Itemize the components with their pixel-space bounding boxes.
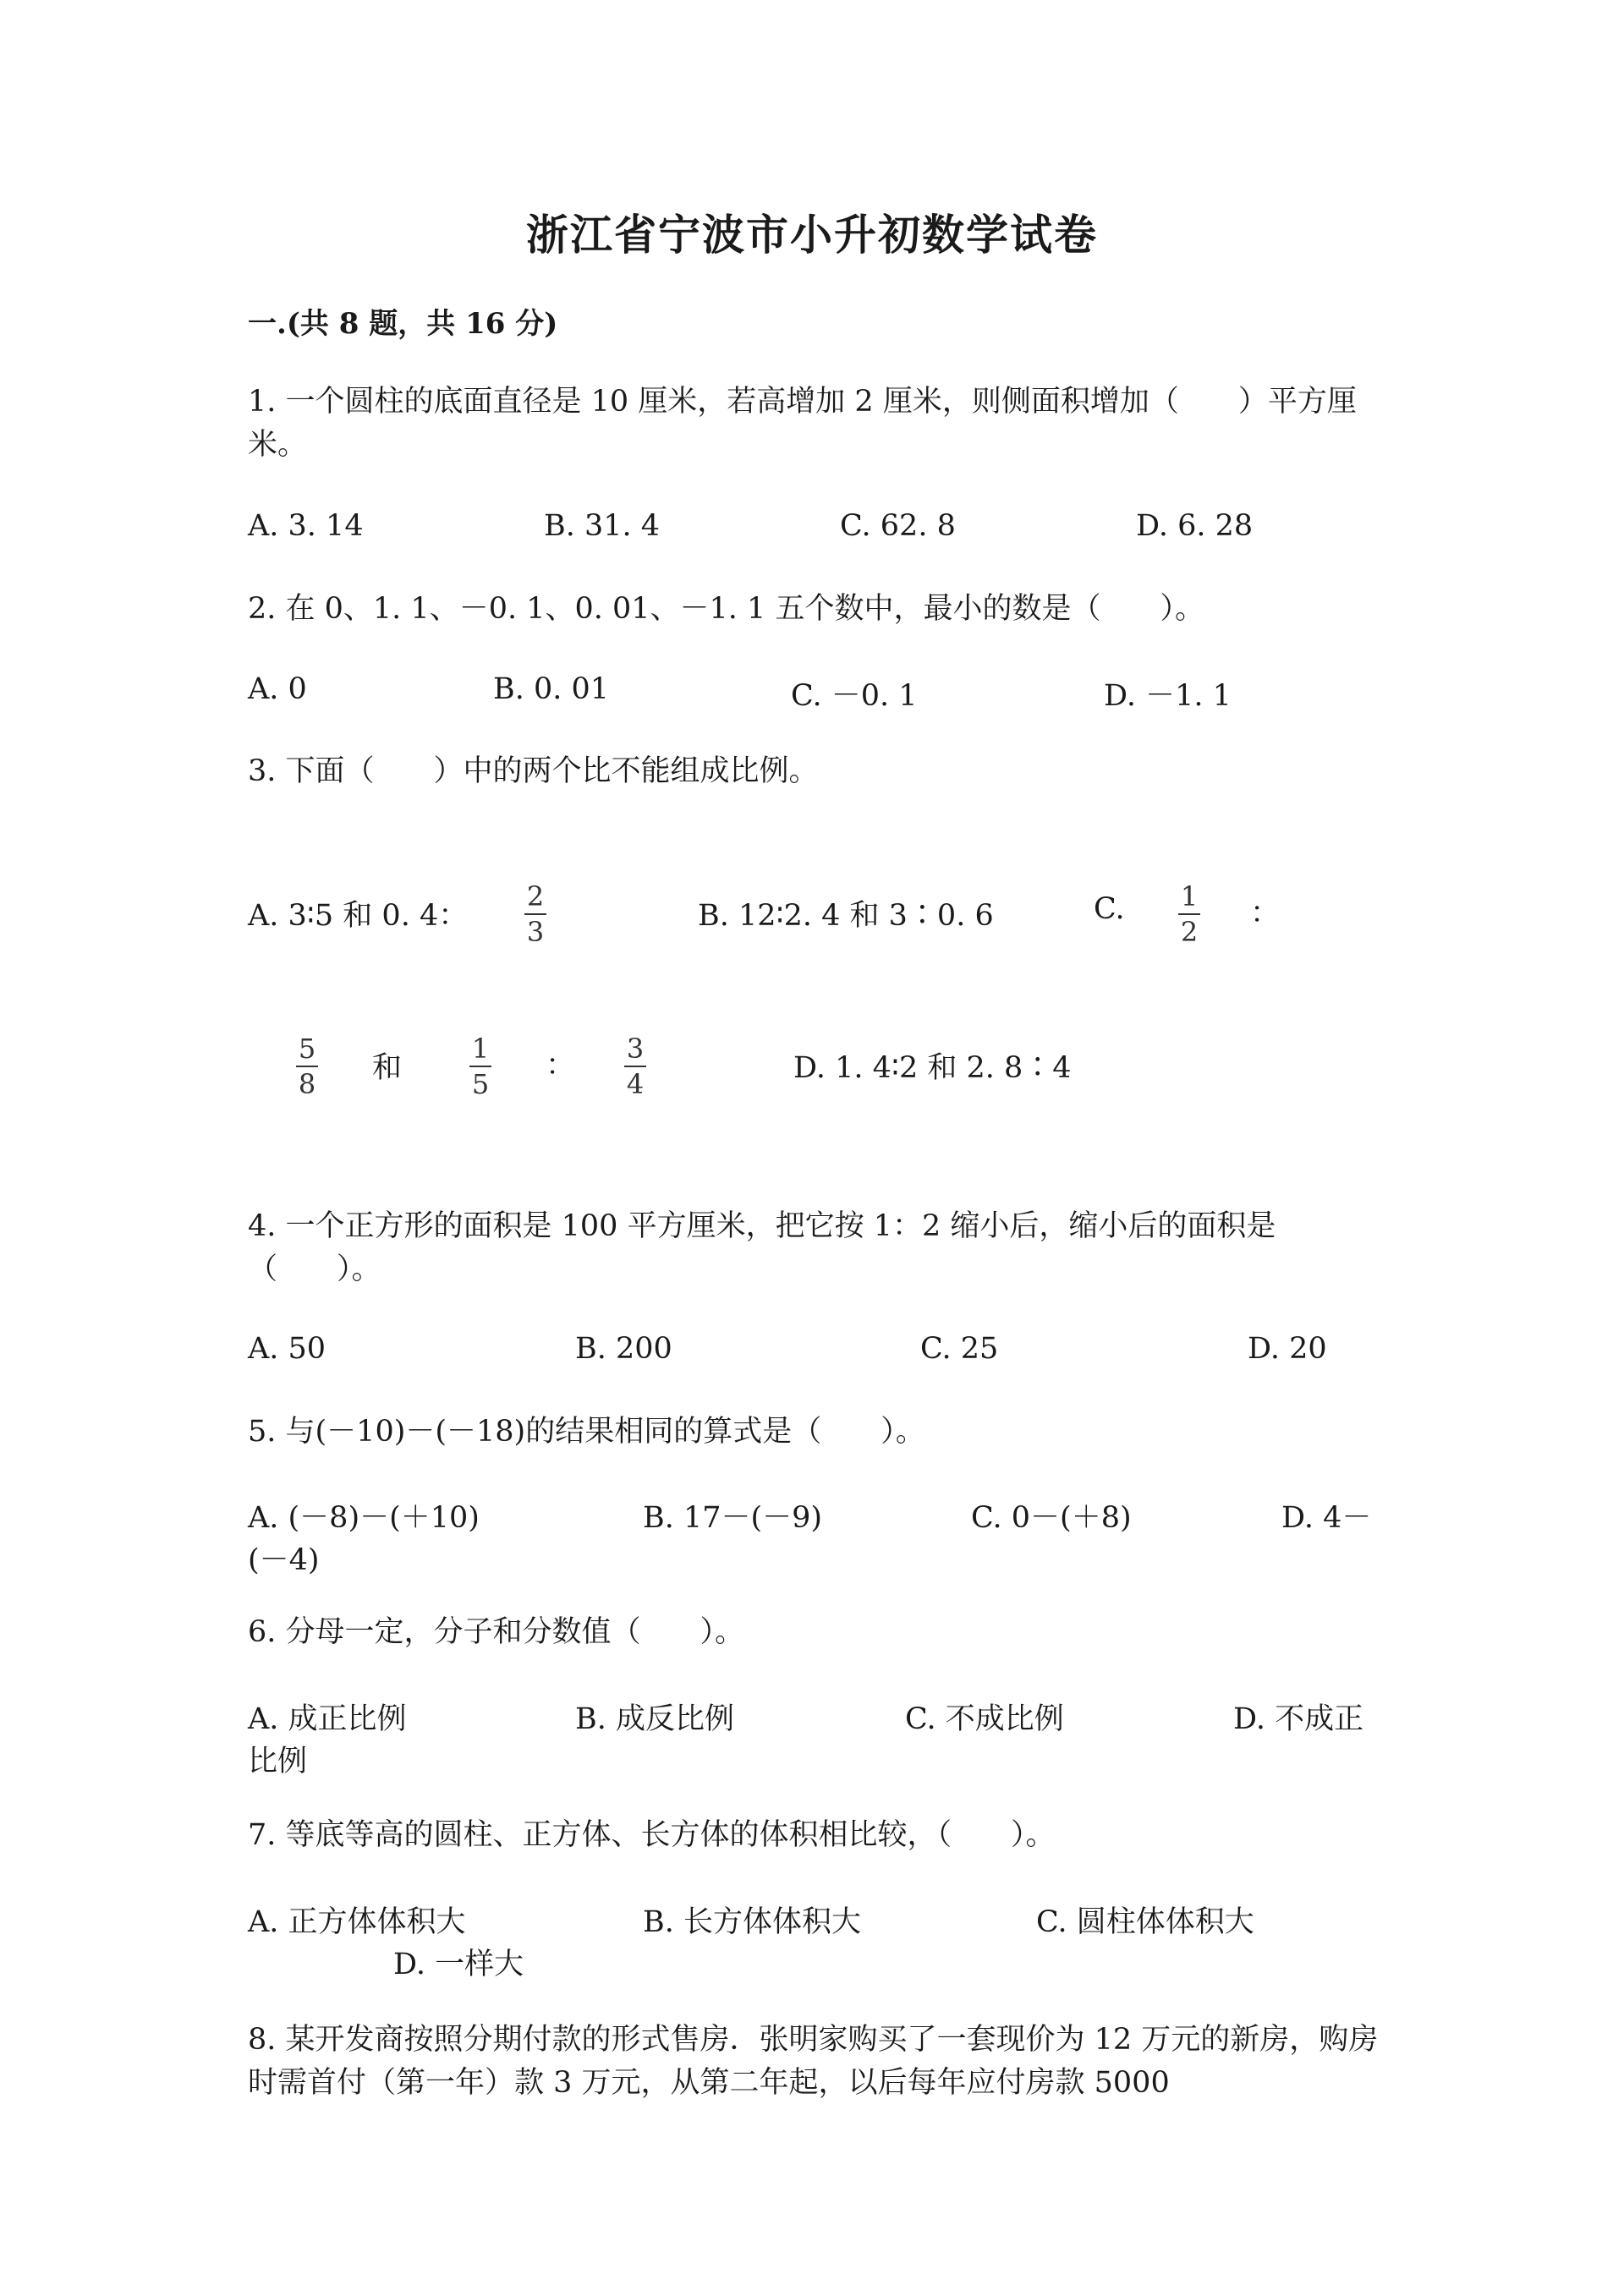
q7-option-c: C. 圆柱体体积大 <box>1036 1905 1254 1939</box>
q5-option-c: C. 0－(＋8) <box>971 1501 1132 1535</box>
q2-option-b: B. 0. 01 <box>493 672 610 706</box>
q3-colon-2: ： <box>546 1049 576 1082</box>
fraction-denominator: 5 <box>471 1068 490 1100</box>
q3-option-c-fraction-4 <box>624 1033 646 1099</box>
page-title: 浙江省宁波市小升初数学试卷 <box>526 210 1098 260</box>
q5-option-a: A. (－8)－(＋10) <box>248 1501 480 1535</box>
fraction-denominator: 4 <box>626 1068 645 1100</box>
q4-option-b: B. 200 <box>575 1332 672 1366</box>
q6-option-b: B. 成反比例 <box>575 1702 734 1736</box>
q7-option-d: D. 一样大 <box>393 1948 524 1981</box>
q5-option-b: B. 17－(－9) <box>643 1501 823 1535</box>
q1-option-a: A. 3. 14 <box>248 509 364 543</box>
fraction-bar <box>469 1066 491 1067</box>
question-5-stem: 5. 与(－10)－(－18)的结果相同的算式是（ ）。 <box>248 1415 925 1449</box>
q4-option-a: A. 50 <box>248 1332 326 1366</box>
q4-option-d: D. 20 <box>1248 1332 1327 1366</box>
q3-and-text: 和 <box>372 1051 403 1085</box>
fraction-numerator: 1 <box>471 1033 490 1065</box>
question-1-stem: 1. 一个圆柱的底面直径是 10 厘米，若高增加 2 厘米，则侧面积增加（ ）平方厘米。 <box>248 385 1357 462</box>
fraction-bar <box>624 1066 646 1067</box>
q3-colon-1: ： <box>1250 896 1281 930</box>
fraction-numerator: 2 <box>526 880 545 912</box>
fraction-denominator: 3 <box>526 916 545 948</box>
q2-option-d: D. －1. 1 <box>1104 679 1232 713</box>
fraction-bar <box>1178 913 1200 915</box>
q3-option-d: D. 1. 4∶2 和 2. 8∶4 <box>793 1051 1072 1085</box>
q3-option-c-label: C. <box>1094 892 1125 926</box>
q3-option-c-fraction-3 <box>469 1033 491 1099</box>
q6-option-d-continued: 比例 <box>248 1745 308 1778</box>
q6-option-a: A. 成正比例 <box>248 1702 407 1736</box>
question-4-stem: 4. 一个正方形的面积是 100 平方厘米，把它按 1：2 缩小后，缩小后的面积是（ ）。 <box>248 1209 1276 1286</box>
q7-option-b: B. 长方体体积大 <box>643 1905 861 1939</box>
question-8-stem: 8. 某开发商按照分期付款的形式售房．张明家购买了一套现价为 12 万元的新房，购房时需首付（第一年）款 3 万元，从第二年起，以后每年应付房款 5000 <box>248 2023 1379 2100</box>
question-2-stem: 2. 在 0、1. 1、－0. 1、0. 01、－1. 1 五个数中，最小的数是（ ）。 <box>248 592 1204 626</box>
fraction-numerator: 1 <box>1180 880 1199 912</box>
q3-option-c-fraction-1 <box>1178 881 1200 947</box>
question-3-stem: 3. 下面（ ）中的两个比不能组成比例。 <box>248 754 819 788</box>
q3-option-c-fraction-2 <box>296 1033 318 1099</box>
fraction-denominator: 8 <box>298 1068 316 1100</box>
q5-option-d-continued: (－4) <box>248 1543 320 1577</box>
q6-option-d: D. 不成正 <box>1233 1702 1364 1736</box>
q3-option-a: A. 3∶5 和 0. 4： <box>248 899 469 933</box>
fraction-bar <box>296 1066 318 1067</box>
fraction-numerator: 5 <box>298 1033 316 1065</box>
section-heading: 一.(共 8 题，共 16 分) <box>248 307 558 341</box>
q6-option-c: C. 不成比例 <box>905 1702 1064 1736</box>
q4-option-c: C. 25 <box>920 1332 999 1366</box>
fraction-bar <box>524 913 546 915</box>
question-7-stem: 7. 等底等高的圆柱、正方体、长方体的体积相比较，（ ）。 <box>248 1818 1056 1852</box>
q1-option-d: D. 6. 28 <box>1136 509 1254 543</box>
question-6-stem: 6. 分母一定，分子和分数值（ ）。 <box>248 1615 745 1649</box>
q1-option-c: C. 62. 8 <box>840 509 956 543</box>
q5-option-d: D. 4－ <box>1281 1501 1372 1535</box>
q3-option-a-fraction <box>524 881 546 947</box>
fraction-denominator: 2 <box>1180 916 1199 948</box>
q3-option-b: B. 12∶2. 4 和 3∶0. 6 <box>698 899 994 933</box>
q7-option-a: A. 正方体体积大 <box>248 1905 466 1939</box>
fraction-numerator: 3 <box>626 1033 645 1065</box>
q2-option-a: A. 0 <box>248 672 307 706</box>
q2-option-c: C. －0. 1 <box>791 679 918 713</box>
q1-option-b: B. 31. 4 <box>544 509 661 543</box>
